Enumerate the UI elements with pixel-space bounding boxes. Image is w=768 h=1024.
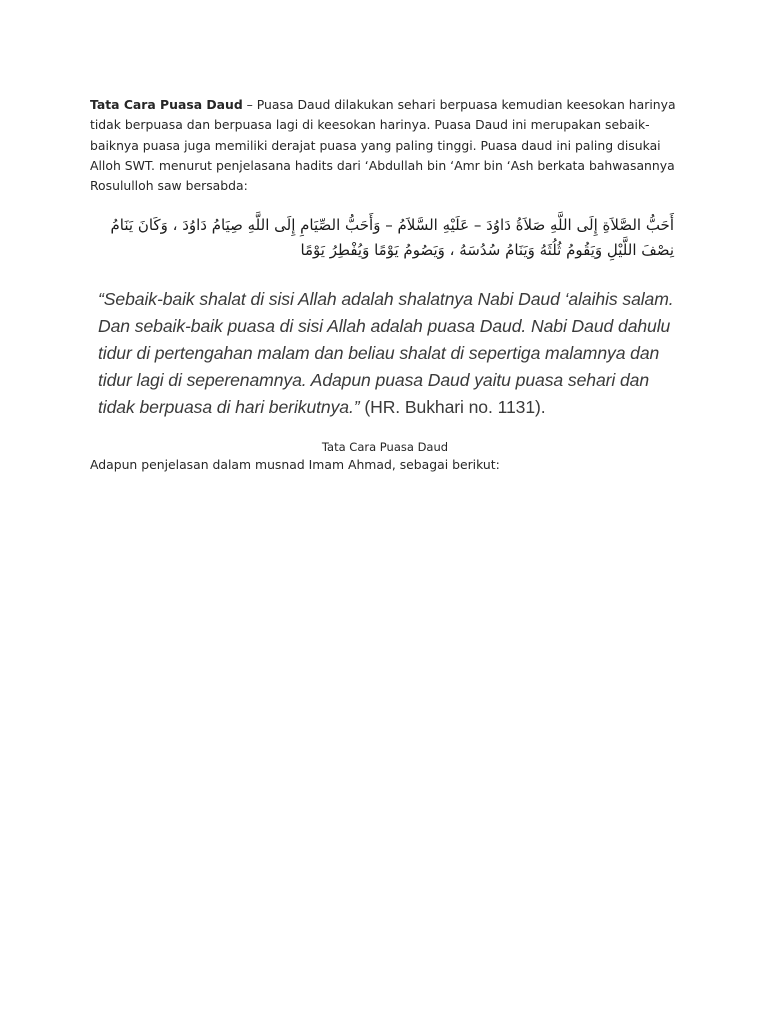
quote-text: “Sebaik-baik shalat di sisi Allah adalah shalatnya Nabi Daud ‘alaihis salam. Dan sebaik-baik puasa di sisi Allah adalah puasa Daud. Nabi Daud dahulu tidur di pertengahan malam dan beliau shalat di sepertiga malamnya dan tidur lagi di seperenamnya. Adapun puasa Daud yaitu puasa sehari dan tidak berpuasa di hari berikutnya.” [98, 289, 674, 417]
followup-paragraph: Adapun penjelasan dalam musnad Imam Ahmad, sebagai berikut: [90, 457, 500, 473]
image-caption: Tata Cara Puasa Daud [321, 440, 449, 455]
hadith-translation-quote [98, 286, 688, 420]
intro-body: – Puasa Daud dilakukan sehari berpuasa kemudian keesokan harinya tidak berpuasa dan berpuasa lagi di keesokan harinya. Puasa Daud ini merupakan sebaik-baiknya puasa juga memiliki derajat puasa yang paling tinggi. Puasa daud ini paling disukai Alloh SWT. menurut penjelasana hadits dari ‘Abdullah bin ‘Amr bin ‘Ash berkata bahwasannya Rosululloh saw bersabda: [90, 97, 676, 194]
intro-title: Tata Cara Puasa Daud [90, 97, 243, 112]
quote-reference: (HR. Bukhari no. 1131). [359, 396, 546, 417]
intro-paragraph [90, 95, 680, 196]
document-page [90, 95, 680, 473]
arabic-hadith-text: أَحَبُّ الصَّلاَةِ إِلَى اللَّهِ صَلاَةُ دَاوُدَ – عَلَيْهِ السَّلاَمُ – وَأَحَبُّ الصِّيَامِ إِلَى اللَّهِ صِيَامُ دَاوُدَ ، وَكَانَ يَنَامُ نِصْفَ اللَّيْلِ وَيَقُومُ ثُلُثَهُ وَيَنَامُ سُدُسَهُ ، وَيَصُومُ يَوْمًا وَيُفْطِرُ يَوْمًا [110, 216, 674, 260]
